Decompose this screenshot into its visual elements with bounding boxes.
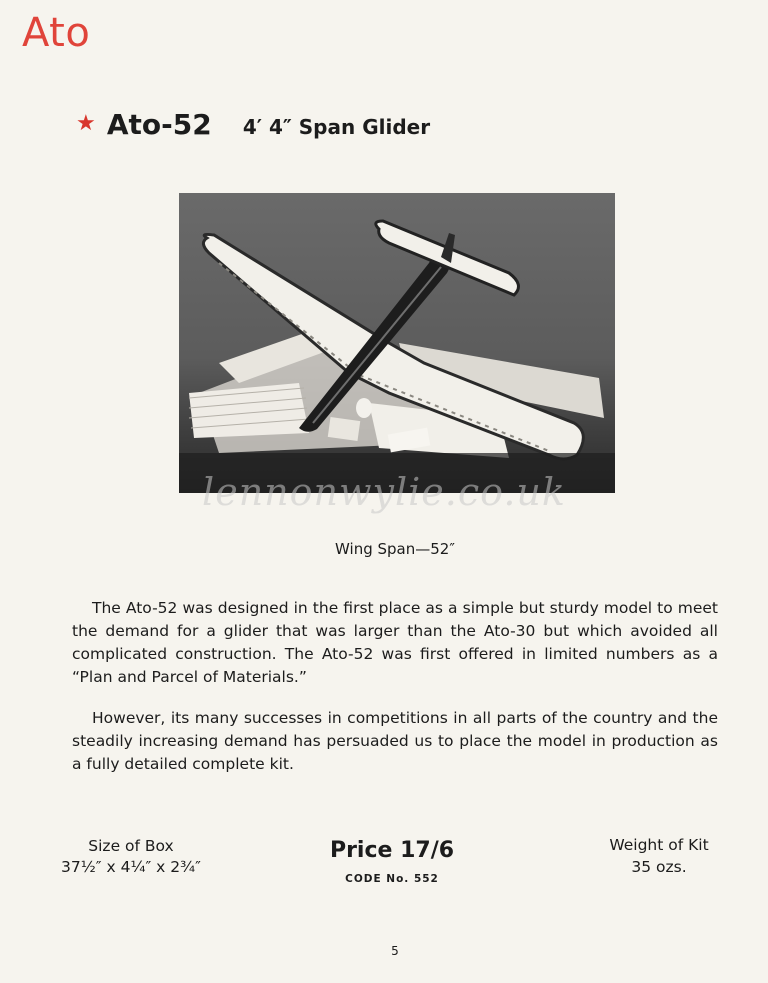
description-paragraph-1: The Ato-52 was designed in the first place as a simple but sturdy model to meet the demand for a glider that was larger than the Ato-30 but which avoided all complicated construction. The Ato-52 was first offered in limited numbers as a “Plan and Parcel of Materials.” [72,599,718,686]
star-icon: ★ [76,111,96,136]
kit-weight-label: Weight of Kit [609,836,709,854]
page-number: 5 [391,944,399,958]
glider-photo-icon [179,193,615,493]
box-size-value: 37½″ x 4¼″ x 2¾″ [61,858,201,876]
photo-caption: Wing Span—52″ [335,540,455,558]
product-code: CODE No. 552 [345,873,439,885]
brand-logo: Ato [22,10,91,56]
description-paragraph-2: However, its many successes in competitions in all parts of the country and the steadily increasing demand has persuaded us to place the model in production as a fully detailed complete kit. [72,709,718,773]
box-size-label: Size of Box [88,837,174,855]
watermark: lennonwylie.co.uk [202,470,566,514]
kit-weight-value: 35 ozs. [631,858,687,876]
kit-weight [592,834,726,878]
box-size [56,836,206,878]
model-subtitle: 4′ 4″ Span Glider [242,115,431,139]
price-label: Price 17/6 [329,838,455,863]
page-heading [76,108,430,141]
price-block [292,838,492,885]
glider-photo [179,193,615,493]
model-name: Ato-52 [106,108,212,141]
